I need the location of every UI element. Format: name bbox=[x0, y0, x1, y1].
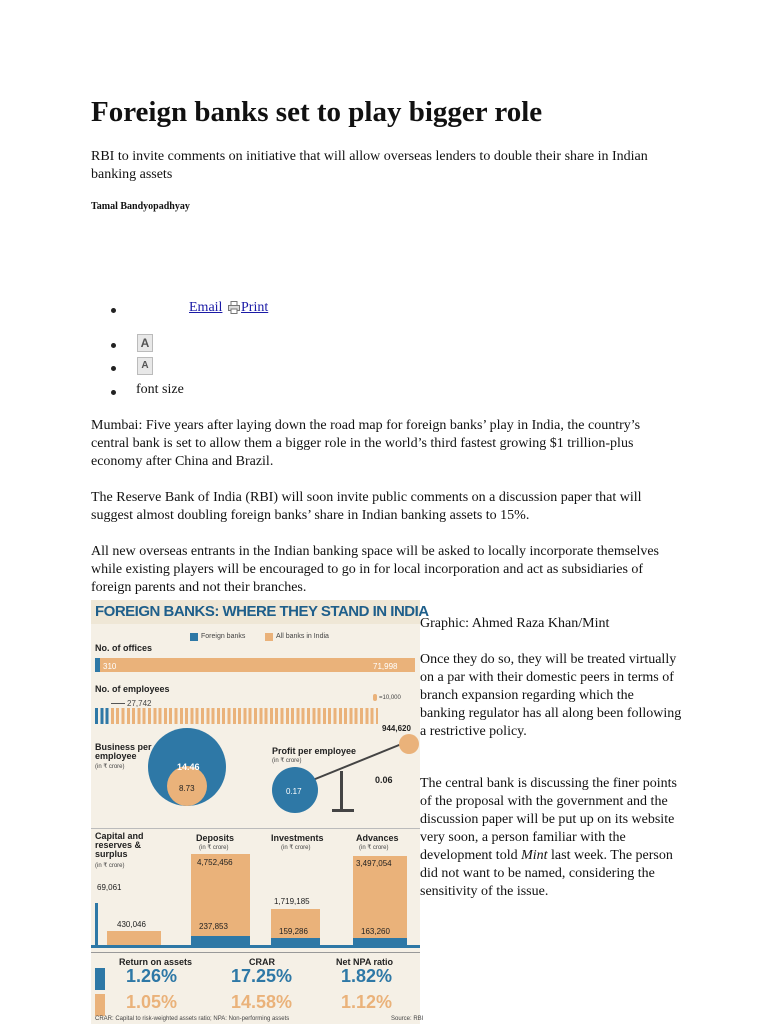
legend-foreign: Foreign banks bbox=[201, 633, 246, 640]
offices-all-value: 71,998 bbox=[373, 662, 398, 671]
bullet bbox=[111, 390, 116, 395]
byline: Tamal Bandyopadhyay bbox=[91, 201, 190, 212]
capital-all-value: 430,046 bbox=[117, 920, 146, 929]
bpe-unit: (in ₹ crore) bbox=[95, 764, 125, 770]
foreign-banks-infographic bbox=[91, 600, 429, 1024]
deposits-foreign-value: 237,853 bbox=[199, 922, 228, 931]
graphic-footnote: CRAR: Capital to risk-weighted assets ratio; NPA: Non-performing assets bbox=[95, 1016, 290, 1022]
printer-icon[interactable] bbox=[228, 301, 239, 314]
employees-leader-line bbox=[111, 703, 125, 704]
offices-foreign-value: 310 bbox=[103, 662, 117, 671]
npa-label: Net NPA ratio bbox=[336, 957, 394, 967]
ratios-marker-all bbox=[95, 994, 105, 1016]
ratios-divider bbox=[91, 952, 420, 953]
legend-all: All banks in India bbox=[276, 633, 329, 640]
advances-label: Advances bbox=[356, 833, 399, 843]
capital-bar-foreign bbox=[95, 903, 98, 945]
paragraph-5 bbox=[420, 775, 682, 901]
bullet bbox=[111, 308, 116, 313]
legend-swatch-foreign bbox=[190, 633, 198, 641]
offices-bar-foreign bbox=[95, 658, 100, 672]
paragraph-5-text-end: last week. The person did not want to be named, considering the sensitivity of the issue. bbox=[420, 848, 673, 899]
roa-all-value: 1.05% bbox=[126, 992, 178, 1012]
capital-label: Capital and reserves & surplus bbox=[95, 831, 144, 859]
graphic-source: Source: RBI bbox=[391, 1016, 424, 1022]
investments-unit: (in ₹ crore) bbox=[281, 845, 311, 851]
ppe-circle-all bbox=[399, 734, 419, 754]
advances-foreign-value: 163,260 bbox=[361, 927, 390, 936]
ppe-all-value: 0.06 bbox=[375, 775, 393, 785]
crar-foreign-value: 17.25% bbox=[231, 966, 293, 986]
roa-foreign-value: 1.26% bbox=[126, 966, 178, 986]
employees-label: No. of employees bbox=[95, 684, 170, 694]
deposits-label: Deposits bbox=[196, 833, 235, 843]
offices-bar-all bbox=[95, 658, 415, 672]
npa-all-value: 1.12% bbox=[341, 992, 393, 1012]
subheadline: RBI to invite comments on initiative that will allow overseas lenders to double their share in Indian banking assets bbox=[91, 149, 648, 182]
ppe-unit: (in ₹ crore) bbox=[272, 758, 302, 764]
investments-foreign-value: 159,286 bbox=[279, 927, 308, 936]
employees-foreign-value: 27,742 bbox=[127, 699, 152, 708]
paragraph-2: The Reserve Bank of India (RBI) will soon invite public comments on a discussion paper that will suggest almost doubling foreign banks’ share in Indian banking assets to 15%. bbox=[91, 490, 642, 523]
bpe-label: Business per employee bbox=[95, 742, 152, 761]
person-icon bbox=[373, 694, 377, 701]
ratios-marker-foreign bbox=[95, 968, 105, 990]
ppe-label: Profit per employee bbox=[272, 746, 357, 756]
employees-icons-foreign bbox=[95, 708, 109, 724]
advances-all-value: 3,497,054 bbox=[356, 859, 392, 868]
investments-label: Investments bbox=[271, 833, 324, 843]
graphic-credit: Graphic: Ahmed Raza Khan/Mint bbox=[420, 616, 610, 631]
font-increase-button[interactable]: A bbox=[137, 334, 153, 352]
headline: Foreign banks set to play bigger role bbox=[91, 96, 543, 128]
ppe-foreign-value: 0.17 bbox=[286, 787, 302, 796]
print-link[interactable]: Print bbox=[241, 300, 269, 315]
advances-bar-foreign bbox=[353, 938, 407, 945]
graphic-title: FOREIGN BANKS: WHERE THEY STAND IN INDIA bbox=[95, 603, 429, 620]
publication-name: Mint bbox=[521, 848, 548, 863]
crar-all-value: 14.58% bbox=[231, 992, 293, 1012]
paragraph-4: Once they do so, they will be treated virtually on a par with their domestic peers in terms of branch expansion regarding which the banking regulator has all along been following a restrictive policy. bbox=[420, 652, 682, 739]
investments-all-value: 1,719,185 bbox=[274, 897, 310, 906]
legend-swatch-all bbox=[265, 633, 273, 641]
paragraph-1: Mumbai: Five years after laying down the road map for foreign banks’ play in India, the country’s central bank is set to allow them a bigger role in the world’s third fastest growing $1 trillion-plus economy after China and Brazil. bbox=[91, 418, 641, 469]
capital-bar-all bbox=[107, 931, 161, 945]
employees-unit: =10,000 bbox=[379, 695, 401, 701]
offices-label: No. of offices bbox=[95, 643, 153, 653]
bullet bbox=[111, 366, 116, 371]
bullet bbox=[111, 343, 116, 348]
email-link[interactable]: Email bbox=[189, 300, 223, 315]
paragraph-3: All new overseas entrants in the Indian banking space will be asked to locally incorporate themselves while existing players will be encouraged to go in for local incorporation and act as subsidiaries of foreign parents and not their branches. bbox=[91, 544, 659, 595]
bpe-foreign-value: 14.46 bbox=[177, 762, 200, 772]
employees-all-value: 944,620 bbox=[382, 724, 411, 733]
employees-icons-all bbox=[95, 708, 378, 724]
advances-unit: (in ₹ crore) bbox=[359, 845, 389, 851]
font-size-label: font size bbox=[136, 382, 184, 397]
roa-label: Return on assets bbox=[119, 957, 193, 967]
capital-unit: (in ₹ crore) bbox=[95, 863, 125, 869]
capital-foreign-value: 69,061 bbox=[97, 883, 122, 892]
font-decrease-button[interactable]: A bbox=[137, 357, 153, 375]
deposits-all-value: 4,752,456 bbox=[197, 858, 233, 867]
deposits-unit: (in ₹ crore) bbox=[199, 845, 229, 851]
paragraph-5-text: The central bank is discussing the finer points of the proposal with the government and the discussion paper will be put up on its website very soon, a person familiar with the development told bbox=[420, 776, 677, 863]
bpe-all-value: 8.73 bbox=[179, 784, 195, 793]
crar-label: CRAR bbox=[249, 957, 275, 967]
investments-bar-foreign bbox=[271, 938, 320, 945]
npa-foreign-value: 1.82% bbox=[341, 966, 393, 986]
section-divider bbox=[91, 828, 420, 829]
deposits-bar-foreign bbox=[191, 936, 250, 945]
balance-baseline bbox=[91, 945, 420, 948]
